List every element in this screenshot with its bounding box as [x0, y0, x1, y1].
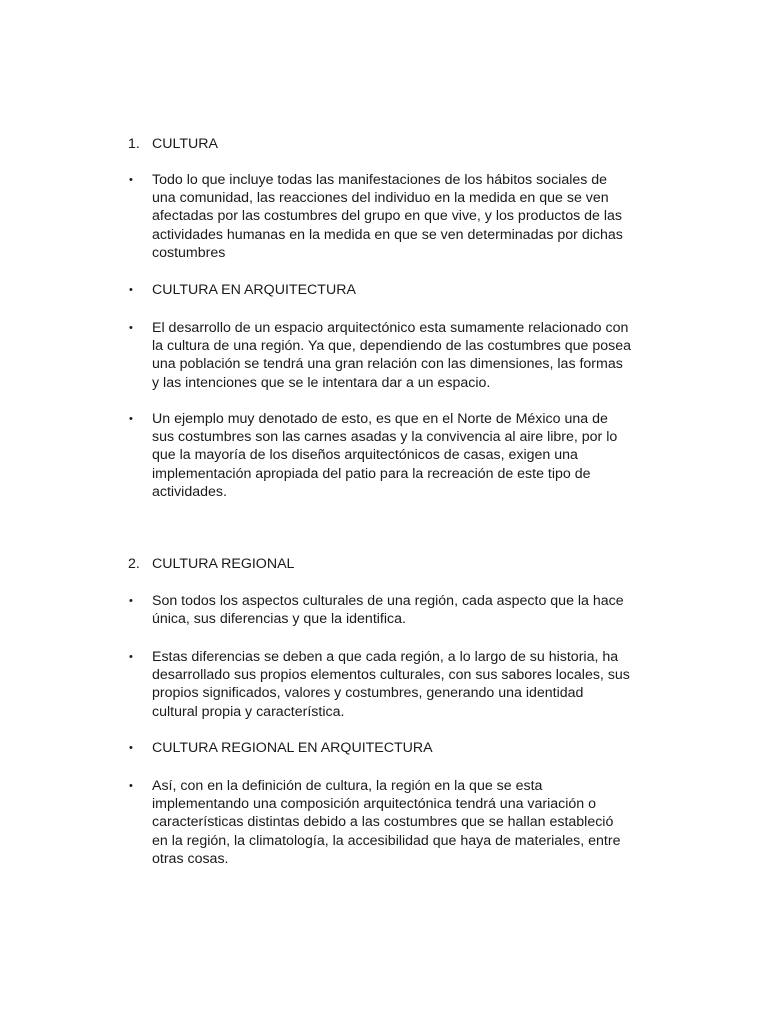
list-item — [128, 410, 668, 501]
paragraph-text: Son todos los aspectos culturales de una región, cada aspecto que la hace única, sus diferencias y que la identifica. — [152, 593, 624, 628]
list-number: 2. — [128, 556, 140, 572]
bullet-icon: • — [129, 780, 133, 792]
paragraph-text: Un ejemplo muy denotado de esto, es que en el Norte de México una de sus costumbres son las carnes asadas y la convivencia al aire libre, por lo que la mayoría de los diseños arquitectónicos de casas, exigen una implementación apropiada del patio para la recreación de este tipo de actividades. — [152, 411, 618, 500]
bullet-icon: • — [129, 413, 133, 425]
list-item — [128, 171, 668, 262]
list-item — [128, 281, 668, 299]
bullet-icon: • — [129, 284, 133, 296]
list-item — [128, 777, 668, 868]
heading-text: CULTURA — [152, 136, 218, 152]
paragraph-text: Así, con en la definición de cultura, la región en la que se esta implementando una composición arquitectónica tendrá una variación o características distintas debido a las costumbres que se hallan estableció en la región, la climatología, la accesibilidad que haya de materiales, entre otras cosas. — [152, 778, 621, 867]
section-2-heading — [128, 555, 668, 573]
heading-text: CULTURA REGIONAL — [152, 556, 295, 572]
paragraph-text: El desarrollo de un espacio arquitectónico esta sumamente relacionado con la cultura de una región. Ya que, dependiendo de las costumbres que posea una población se tendrá una gran relación con las dimensiones, las formas y las intenciones que se le intentara dar a un espacio. — [152, 320, 632, 391]
paragraph-text: Todo lo que incluye todas las manifestaciones de los hábitos sociales de una comunidad, las reacciones del individuo en la medida en que se ven afectadas por las costumbres del grupo en que vive, y los productos de las actividades humanas en la medida en que se ven determinadas por dichas costumbres — [152, 172, 623, 261]
bullet-icon: • — [129, 651, 133, 663]
subheading-text: CULTURA EN ARQUITECTURA — [152, 282, 356, 298]
list-number: 1. — [128, 136, 140, 152]
section-1-heading — [128, 135, 668, 153]
list-item — [128, 319, 668, 392]
bullet-icon: • — [129, 742, 133, 754]
bullet-icon: • — [129, 595, 133, 607]
paragraph-text: Estas diferencias se deben a que cada región, a lo largo de su historia, ha desarrollado sus propios elementos culturales, con sus sabores locales, sus propios significados, valores y costumbres, generando una identidad cultural propia y característica. — [152, 649, 630, 720]
bullet-icon: • — [129, 174, 133, 186]
list-item — [128, 739, 668, 757]
list-item — [128, 592, 668, 628]
bullet-icon: • — [129, 322, 133, 334]
subheading-text: CULTURA REGIONAL EN ARQUITECTURA — [152, 740, 433, 756]
list-item — [128, 648, 668, 721]
